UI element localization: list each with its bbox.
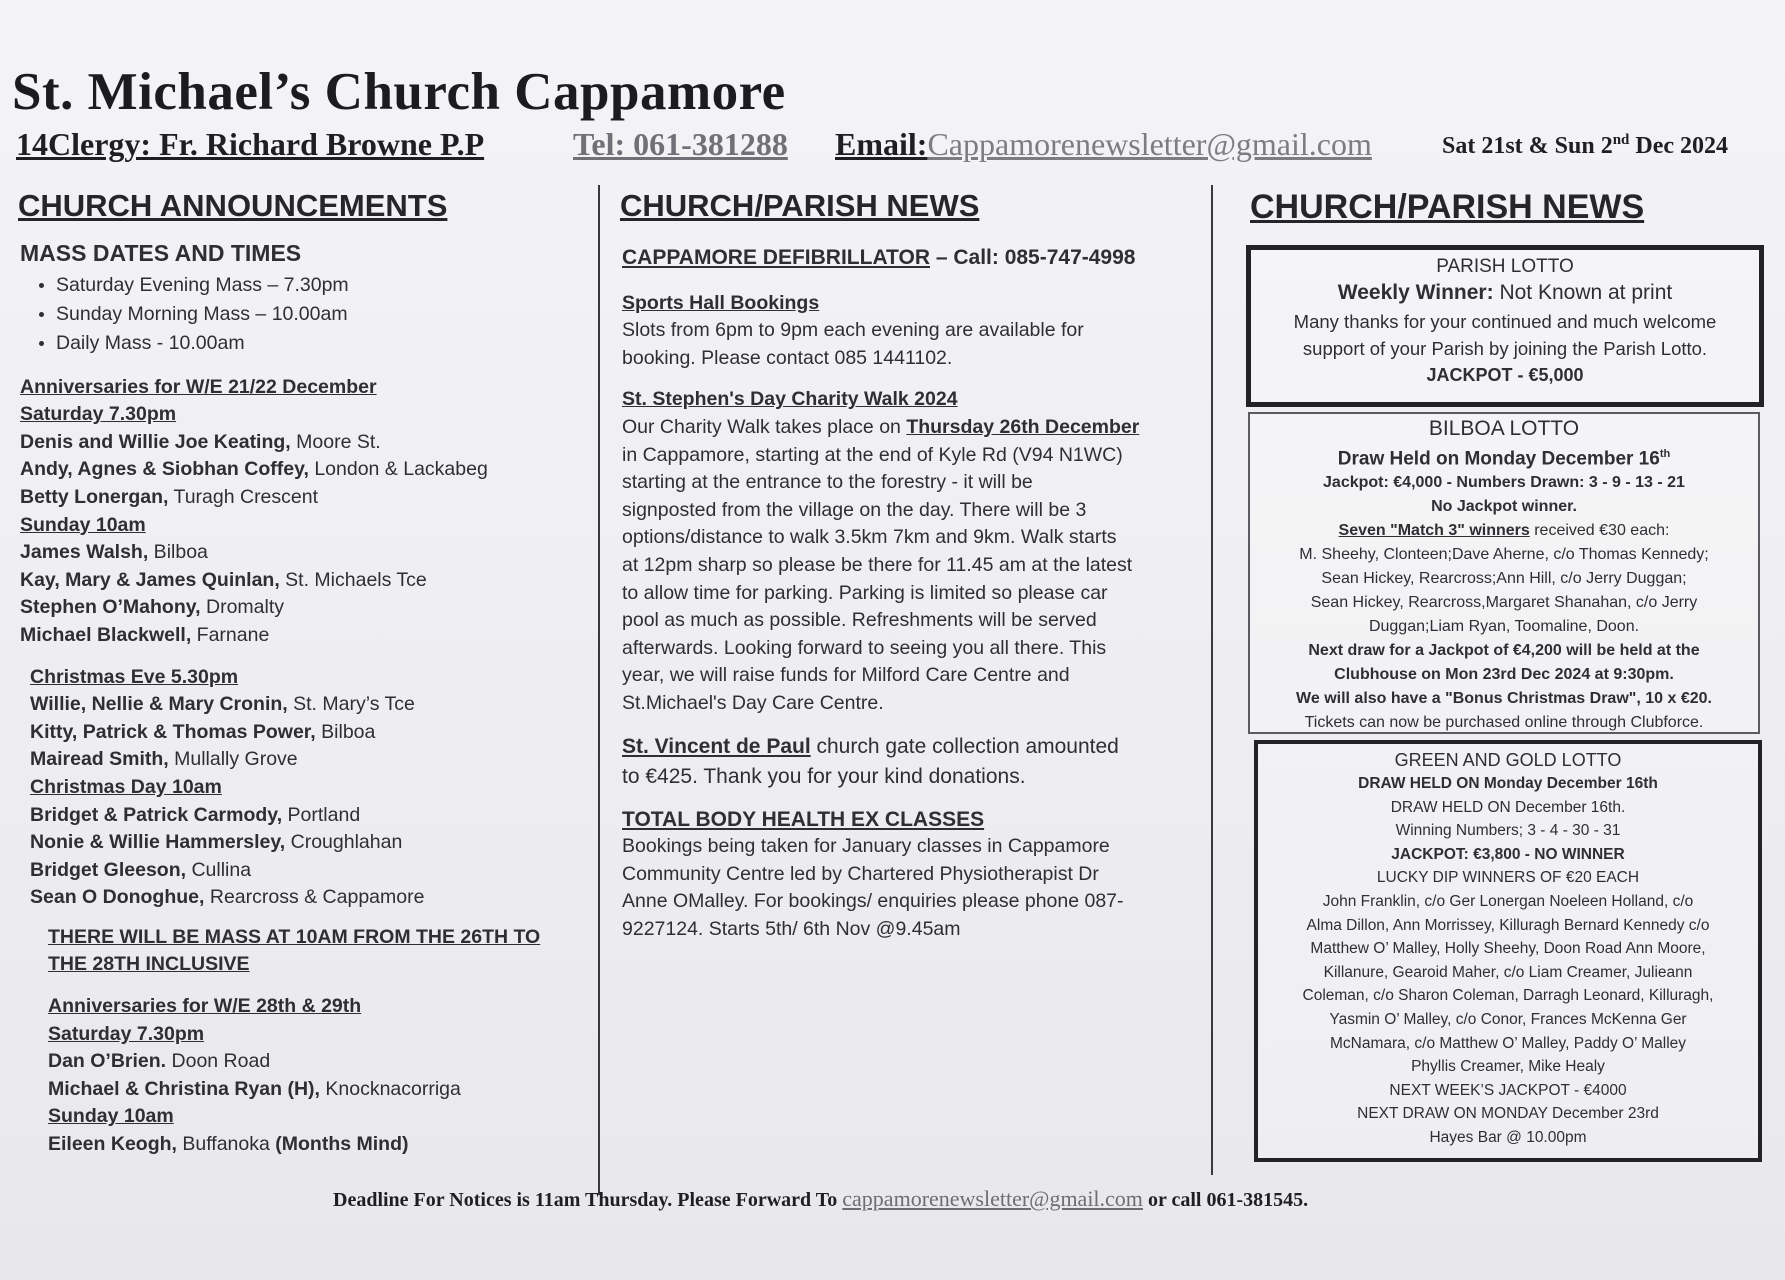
anniversary-entry: Denis and Willie Joe Keating, Moore St. xyxy=(20,430,381,453)
green-gold-next-draw: NEXT DRAW ON MONDAY December 23rd xyxy=(1357,1105,1659,1123)
mass-notice: THERE WILL BE MASS AT 10AM FROM THE 26TH TO xyxy=(48,925,541,948)
svp-collection: St. Vincent de Paul church gate collection amounted xyxy=(622,734,1119,758)
mass-time-item: • Daily Mass - 10.00am xyxy=(56,329,540,358)
mass-times-heading: MASS DATES AND TIMES xyxy=(20,240,302,266)
christmas-day-heading: Christmas Day 10am xyxy=(30,775,222,798)
green-gold-lotto-box xyxy=(1254,740,1762,1162)
anniversaries-heading-2: Anniversaries for W/E 28th & 29th xyxy=(48,995,362,1018)
bilboa-lotto-next: Clubhouse on Mon 23rd Dec 2024 at 9:30pm. xyxy=(1334,666,1674,684)
telephone-line: Tel: 061-381288 xyxy=(573,126,788,162)
parish-lotto-jackpot: JACKPOT - €5,000 xyxy=(1426,365,1584,385)
green-gold-winners: Yasmin O’ Malley, c/o Conor, Frances McKenna Ger xyxy=(1329,1010,1687,1028)
parish-lotto-text: support of your Parish by joining the Parish Lotto. xyxy=(1302,338,1708,359)
bilboa-lotto-no-winner: No Jackpot winner. xyxy=(1431,498,1577,516)
charity-walk-text: year, we will raise funds for Milford Care Centre and xyxy=(622,664,1070,687)
green-gold-numbers: Winning Numbers; 3 - 4 - 30 - 31 xyxy=(1395,822,1621,840)
parish-news-column-middle xyxy=(622,244,1139,943)
green-gold-draw-held-2: DRAW HELD ON December 16th. xyxy=(1390,798,1626,816)
bilboa-lotto-jackpot: Jackpot: €4,000 - Numbers Drawn: 3 - 9 - 13 - 21 xyxy=(1323,474,1685,492)
body-health-text: Bookings being taken for January classes in Cappamore xyxy=(622,835,1110,858)
column-divider-right xyxy=(1211,185,1213,1175)
parish-news-heading-middle: CHURCH/PARISH NEWS xyxy=(620,188,980,223)
email-label: Email: xyxy=(835,126,928,162)
charity-walk-text: in Cappamore, starting at the end of Kyle Rd (V94 N1WC) xyxy=(622,443,1123,466)
charity-walk-text: signposted from the village on the day. There will be 3 xyxy=(622,498,1087,521)
bilboa-lotto-next: We will also have a "Bonus Christmas Draw", 10 x €20. xyxy=(1296,690,1712,708)
charity-walk-text: pool as much as possible. Refreshments will be served xyxy=(622,609,1097,632)
green-gold-winners: Killanure, Gearoid Maher, c/o Liam Creamer, Julieann xyxy=(1323,963,1693,981)
charity-walk-text: Our Charity Walk takes place on Thursday 26th December xyxy=(622,415,1140,438)
defibrillator-line: CAPPAMORE DEFIBRILLATOR – Call: 085-747-4998 xyxy=(622,246,1136,269)
sports-hall-heading: Sports Hall Bookings xyxy=(622,291,820,314)
mass-time-item: • Saturday Evening Mass – 7.30pm xyxy=(56,271,540,300)
sports-hall-text: booking. Please contact 085 1441102. xyxy=(622,346,953,369)
charity-walk-text: St.Michael's Day Care Centre. xyxy=(622,691,884,714)
green-gold-winners: Alma Dillon, Ann Morrissey, Killuragh Bernard Kennedy c/o xyxy=(1306,916,1710,934)
charity-walk-text: at 12pm sharp so please be there for 11.45 am at the latest xyxy=(622,553,1133,576)
bilboa-lotto-winners: Sean Hickey, Rearcross,Margaret Shanahan, c/o Jerry xyxy=(1310,594,1698,612)
bilboa-lotto-next: Next draw for a Jackpot of €4,200 will be held at the xyxy=(1308,642,1700,660)
green-gold-next-jackpot: NEXT WEEK’S JACKPOT - €4000 xyxy=(1389,1081,1627,1099)
anniversary-entry: Stephen O’Mahony, Dromalty xyxy=(20,596,285,619)
deadline-footer: Deadline For Notices is 11am Thursday. Please Forward To cappamorenewsletter@gmail.com or call 061-381545. xyxy=(333,1186,1309,1211)
anniversary-entry: Michael Blackwell, Farnane xyxy=(20,623,270,646)
bilboa-lotto-match3: Seven "Match 3" winners received €30 each: xyxy=(1338,522,1670,540)
sunday-heading: Sunday 10am xyxy=(20,513,146,536)
charity-walk-text: to allow time for parking. Parking is limited so please car xyxy=(622,581,1108,604)
body-health-text: 9227124. Starts 5th/ 6th Nov @9.45am xyxy=(622,917,961,940)
footer-email: cappamorenewsletter@gmail.com xyxy=(842,1186,1143,1211)
clergy-line: 14Clergy: Fr. Richard Browne P.P xyxy=(16,126,485,162)
anniversary-entry: Mairead Smith, Mullally Grove xyxy=(30,748,298,771)
parish-news-heading-right: CHURCH/PARISH NEWS xyxy=(1250,188,1645,226)
svp-collection: to €425. Thank you for your kind donations. xyxy=(622,764,1026,788)
green-gold-winners: McNamara, c/o Matthew O’ Malley, Paddy O’ Malley xyxy=(1329,1034,1687,1052)
email-address: Cappamorenewsletter@gmail.com xyxy=(927,126,1372,162)
parish-lotto-winner: Weekly Winner: Not Known at print xyxy=(1337,281,1673,304)
bilboa-lotto-winners: Sean Hickey, Rearcross;Ann Hill, c/o Jerry Duggan; xyxy=(1321,570,1687,588)
christmas-eve-heading: Christmas Eve 5.30pm xyxy=(30,665,239,688)
anniversary-entry: Eileen Keogh, Buffanoka (Months Mind) xyxy=(48,1133,409,1156)
anniversary-entry: Willie, Nellie & Mary Cronin, St. Mary’s Tce xyxy=(30,693,415,716)
church-announcements-column xyxy=(20,240,540,1159)
saturday-heading: Saturday 7.30pm xyxy=(20,403,177,426)
column-divider-left xyxy=(598,185,600,1195)
body-health-heading: TOTAL BODY HEALTH EX CLASSES xyxy=(622,807,985,831)
green-gold-lotto-title: GREEN AND GOLD LOTTO xyxy=(1394,750,1622,770)
bilboa-lotto-box xyxy=(1248,412,1760,734)
email-line xyxy=(835,126,1372,163)
page-title: St. Michael’s Church Cappamore xyxy=(12,63,786,121)
green-gold-winners: Coleman, c/o Sharon Coleman, Darragh Leonard, Killuragh, xyxy=(1302,987,1714,1005)
charity-walk-text: afterwards. Looking forward to seeing you all there. This xyxy=(622,636,1107,659)
body-health-text: Community Centre led by Chartered Physiotherapist Dr xyxy=(622,862,1099,885)
issue-date: Sat 21st & Sun 2nd Dec 2024 xyxy=(1442,132,1729,159)
green-gold-winners: Phyllis Creamer, Mike Healy xyxy=(1411,1058,1605,1076)
bilboa-lotto-winners: Duggan;Liam Ryan, Toomaline, Doon. xyxy=(1368,618,1640,636)
green-gold-winners: Matthew O’ Malley, Holly Sheehy, Doon Road Ann Moore, xyxy=(1310,940,1706,958)
parish-lotto-box xyxy=(1246,245,1764,407)
bilboa-lotto-draw: Draw Held on Monday December 16th xyxy=(1337,448,1671,470)
sports-hall-text: Slots from 6pm to 9pm each evening are available for xyxy=(622,319,1084,342)
green-gold-jackpot: JACKPOT: €3,800 - NO WINNER xyxy=(1391,845,1625,863)
anniversary-entry: Betty Lonergan, Turagh Crescent xyxy=(20,485,319,508)
green-gold-lucky-dip: LUCKY DIP WINNERS OF €20 EACH xyxy=(1376,869,1640,887)
anniversary-entry: Bridget & Patrick Carmody, Portland xyxy=(30,803,361,826)
charity-walk-text: options/distance to walk 3.5km 7km and 9km. Walk starts xyxy=(622,526,1117,549)
mass-times-list xyxy=(20,271,540,358)
mass-time-item: • Sunday Morning Mass – 10.00am xyxy=(56,300,540,329)
body-health-text: Anne OMalley. For bookings/ enquiries please phone 087- xyxy=(622,890,1124,913)
charity-walk-text: starting at the entrance to the forestry - it will be xyxy=(622,471,1033,494)
green-gold-draw-held: DRAW HELD ON Monday December 16th xyxy=(1358,775,1658,792)
church-announcements-heading: CHURCH ANNOUNCEMENTS xyxy=(18,188,448,223)
bilboa-lotto-winners: M. Sheehy, Clonteen;Dave Aherne, c/o Thomas Kennedy; xyxy=(1299,546,1709,564)
green-gold-winners: John Franklin, c/o Ger Lonergan Noeleen Holland, c/o xyxy=(1322,892,1694,910)
saturday-heading-2: Saturday 7.30pm xyxy=(48,1022,205,1045)
anniversary-entry: Kitty, Patrick & Thomas Power, Bilboa xyxy=(30,720,376,743)
anniversary-entry: James Walsh, Bilboa xyxy=(20,541,208,564)
anniversary-entry: Bridget Gleeson, Cullina xyxy=(30,858,252,881)
anniversary-entry: Michael & Christina Ryan (H), Knocknacorriga xyxy=(48,1077,461,1100)
bilboa-lotto-tickets: Tickets can now be purchased online through Clubforce. xyxy=(1304,714,1704,732)
anniversary-entry: Dan O’Brien. Doon Road xyxy=(48,1050,271,1073)
mass-notice: THE 28TH INCLUSIVE xyxy=(48,953,250,976)
anniversary-entry: Andy, Agnes & Siobhan Coffey, London & Lackabeg xyxy=(20,458,488,481)
bilboa-lotto-title: BILBOA LOTTO xyxy=(1428,417,1580,440)
parish-lotto-text: Many thanks for your continued and much welcome xyxy=(1293,311,1717,332)
anniversaries-heading: Anniversaries for W/E 21/22 December xyxy=(20,375,377,398)
charity-walk-heading: St. Stephen's Day Charity Walk 2024 xyxy=(622,388,958,411)
parish-lotto-title: PARISH LOTTO xyxy=(1436,256,1574,277)
anniversary-entry: Nonie & Willie Hammersley, Croughlahan xyxy=(30,831,403,854)
anniversary-entry: Sean O Donoghue, Rearcross & Cappamore xyxy=(30,886,425,909)
sunday-heading-2: Sunday 10am xyxy=(48,1105,174,1128)
anniversary-entry: Kay, Mary & James Quinlan, St. Michaels Tce xyxy=(20,568,427,591)
green-gold-venue: Hayes Bar @ 10.00pm xyxy=(1429,1128,1587,1146)
